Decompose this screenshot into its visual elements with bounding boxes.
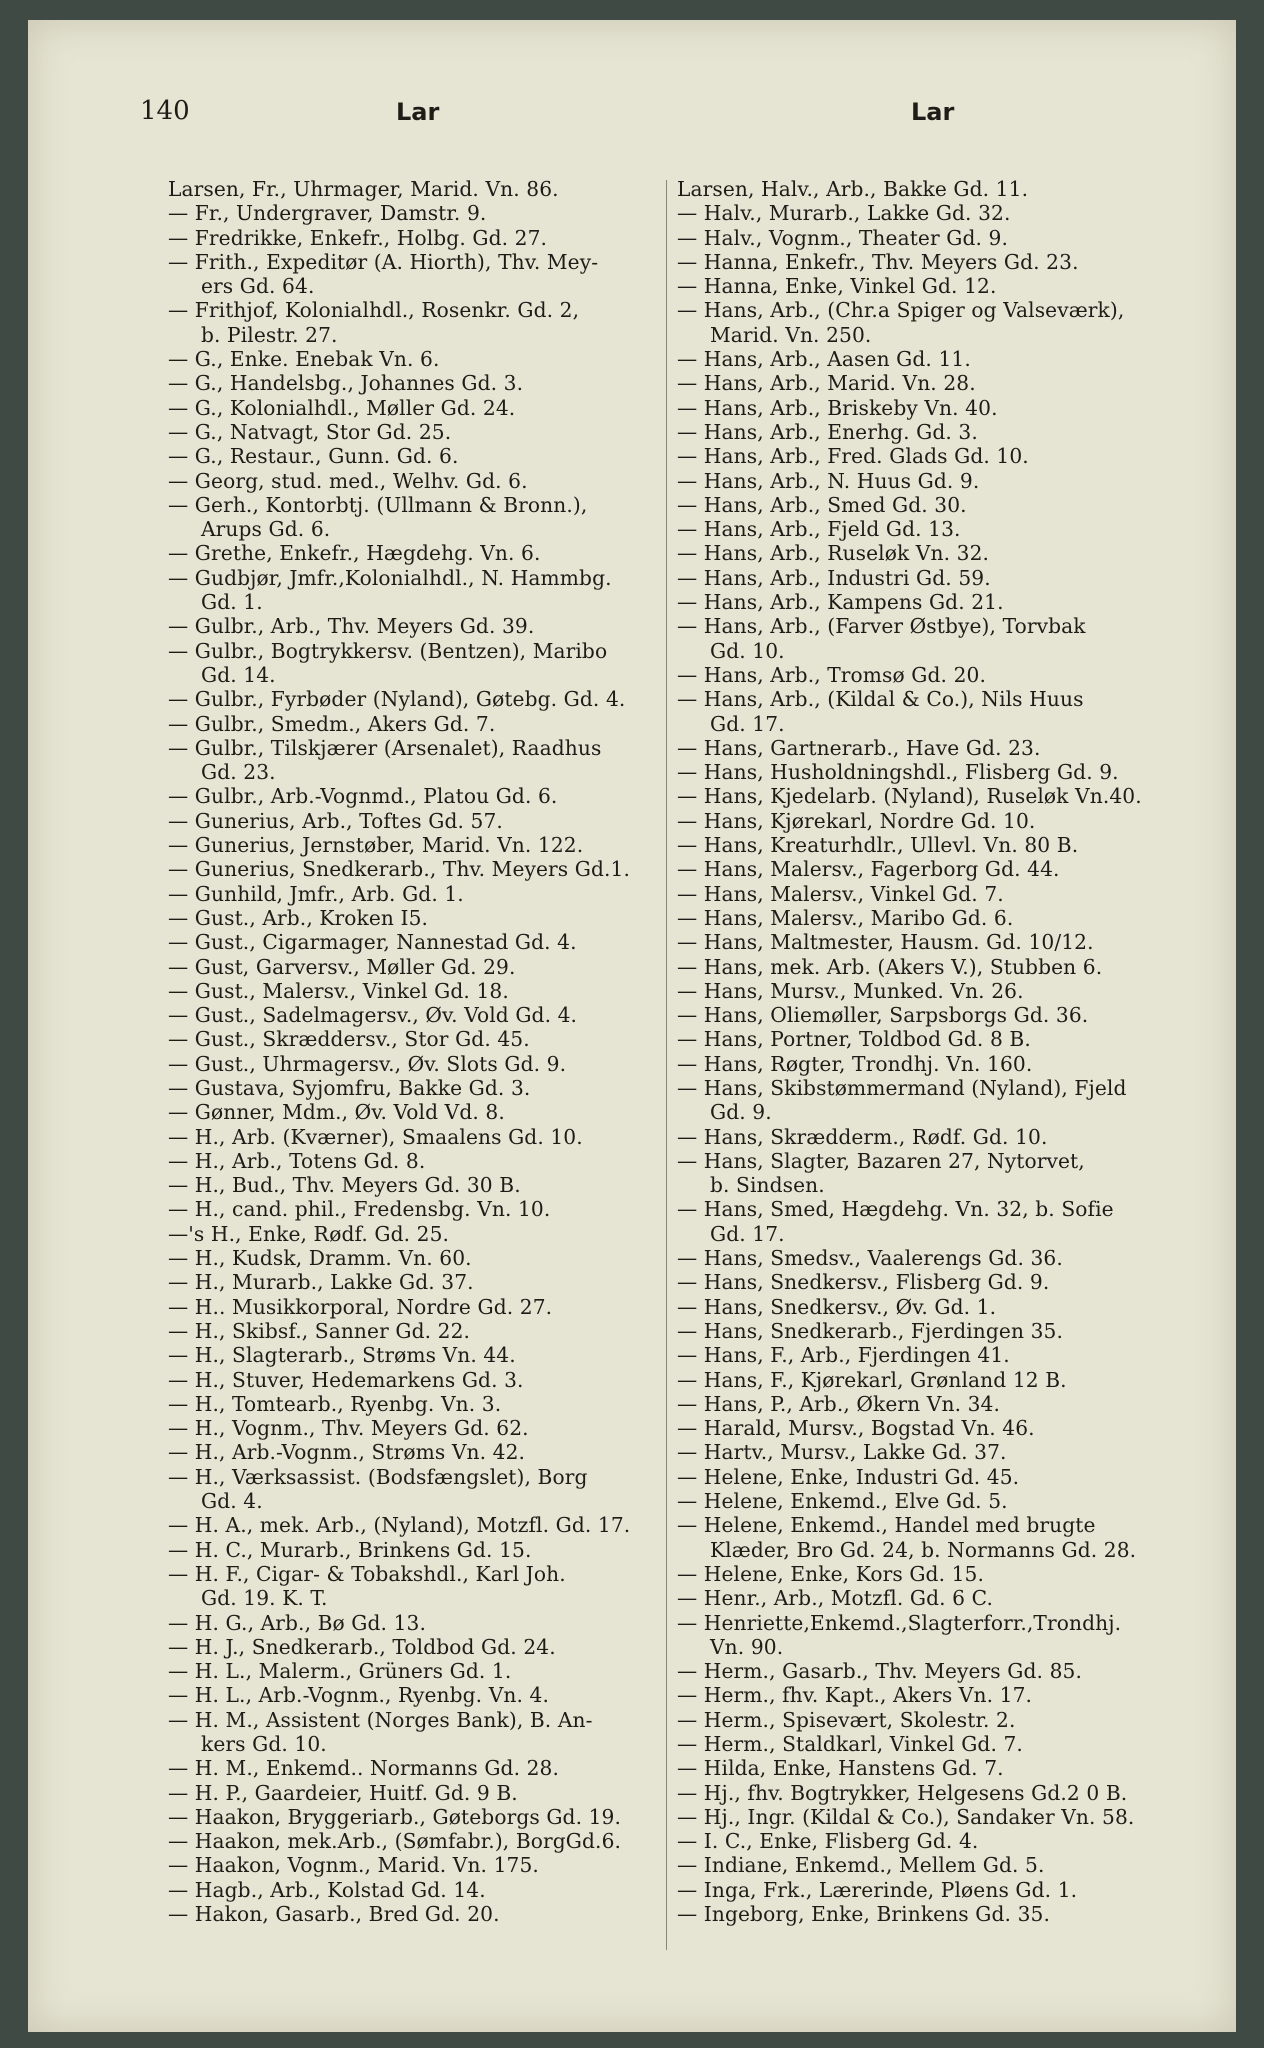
directory-line: — Hj., fhv. Bogtrykker, Helgesens Gd.2 0 B. <box>677 1780 1128 1805</box>
directory-line: — Hanna, Enke, Vinkel Gd. 12. <box>677 274 997 299</box>
directory-line: — Hans, Arb., Smed Gd. 30. <box>677 492 967 517</box>
right-column <box>677 177 1172 1926</box>
directory-line: — H. C., Murarb., Brinkens Gd. 15. <box>168 1537 532 1562</box>
directory-line: — Frith., Expeditør (A. Hiorth), Thv. Mey- <box>168 249 599 274</box>
directory-line: — Herm., Staldkarl, Vinkel Gd. 7. <box>677 1732 1023 1756</box>
directory-line: — Hans, Portner, Toldbod Gd. 8 B. <box>677 1027 1031 1052</box>
directory-line: — H., Arb., Totens Gd. 8. <box>168 1148 426 1173</box>
directory-line: — H. L., Arb.-Vognm., Ryenbg. Vn. 4. <box>168 1683 549 1708</box>
directory-line: — H., Skibsf., Sanner Gd. 22. <box>168 1318 471 1343</box>
directory-line: — Hans, P., Arb., Økern Vn. 34. <box>677 1391 1001 1416</box>
directory-line: — Hans, Arb., N. Huus Gd. 9. <box>677 468 980 493</box>
left-column <box>168 177 663 1926</box>
directory-line: — Halv., Vognm., Theater Gd. 9. <box>677 225 1008 250</box>
page-header <box>28 96 1236 136</box>
directory-line: — Hans, Arb., Kampens Gd. 21. <box>677 590 1004 615</box>
directory-line: b. Pilestr. 27. <box>201 322 338 347</box>
directory-line: — Herm., Gasarb., Thv. Meyers Gd. 85. <box>677 1659 1082 1684</box>
directory-line: — Hanna, Enkefr., Thv. Meyers Gd. 23. <box>677 249 1079 274</box>
directory-line: — Hilda, Enke, Hanstens Gd. 7. <box>677 1756 1004 1781</box>
directory-line: — Hans, Arb., (Chr.a Spiger og Valseværk), <box>677 298 1125 323</box>
directory-line: — G., Natvagt, Stor Gd. 25. <box>168 419 452 444</box>
directory-line: Gd. 1. <box>201 590 263 615</box>
directory-line: — Gulbr., Fyrbøder (Nyland), Gøtebg. Gd. 4. <box>168 687 626 712</box>
header-left-word: Lar <box>396 98 440 126</box>
directory-line: — Gudbjør, Jmfr.,Kolonialhdl., N. Hammbg. <box>168 565 612 590</box>
directory-line: — Hans, Arb., Enerhg. Gd. 3. <box>677 419 978 444</box>
directory-line: — Hans, Arb., Ruseløk Vn. 32. <box>677 541 990 566</box>
directory-line: — Frithjof, Kolonialhdl., Rosenkr. Gd. 2, <box>168 298 580 323</box>
directory-line: Vn. 90. <box>710 1634 784 1659</box>
directory-line: — Herm., fhv. Kapt., Akers Vn. 17. <box>677 1683 1033 1708</box>
directory-line: — Henriette,Enkemd.,Slagterforr.,Trondhj. <box>677 1610 1122 1635</box>
directory-line: — G., Handelsbg., Johannes Gd. 3. <box>168 371 524 396</box>
directory-line: — Gønner, Mdm., Øv. Vold Vd. 8. <box>168 1100 505 1125</box>
directory-line: — H., Stuver, Hedemarkens Gd. 3. <box>168 1367 524 1392</box>
directory-line: — Hans, Arb., (Farver Østbye), Torvbak <box>677 614 1086 639</box>
directory-line: — H. F., Cigar- & Tobakshdl., Karl Joh. <box>168 1561 566 1586</box>
directory-line: — Hartv., Mursv., Lakke Gd. 37. <box>677 1440 1007 1465</box>
directory-line: — Gustava, Syjomfru, Bakke Gd. 3. <box>168 1075 531 1100</box>
directory-line: kers Gd. 10. <box>201 1732 327 1756</box>
directory-line: — Hans, Slagter, Bazaren 27, Nytorvet, <box>677 1148 1085 1173</box>
directory-line: — Gust., Malersv., Vinkel Gd. 18. <box>168 978 509 1003</box>
directory-line: — Hans, Gartnerarb., Have Gd. 23. <box>677 735 1041 760</box>
directory-line: — Helene, Enkemd., Handel med brugte <box>677 1513 1096 1538</box>
header-right-word: Lar <box>911 98 955 126</box>
directory-line: — H. L., Malerm., Grüners Gd. 1. <box>168 1659 512 1684</box>
directory-line: — G., Kolonialhdl., Møller Gd. 24. <box>168 395 516 420</box>
directory-line: — Hans, Arb., Aasen Gd. 11. <box>677 347 971 372</box>
directory-line: Marid. Vn. 250. <box>710 322 872 347</box>
directory-line: — Gust., Cigarmager, Nannestad Gd. 4. <box>168 930 577 955</box>
directory-line: Larsen, Halv., Arb., Bakke Gd. 11. <box>677 177 1029 201</box>
directory-line: — Gulbr., Tilskjærer (Arsenalet), Raadhus <box>168 735 602 760</box>
directory-line: — Hans, F., Kjørekarl, Grønland 12 B. <box>677 1367 1067 1392</box>
directory-page <box>28 20 1236 2032</box>
directory-line: Gd. 17. <box>710 1221 785 1246</box>
directory-line: — Hans, Arb., Industri Gd. 59. <box>677 565 991 590</box>
directory-line: — H. M., Assistent (Norges Bank), B. An- <box>168 1707 593 1732</box>
directory-line: — Hans, Arb., Fred. Glads Gd. 10. <box>677 444 1029 469</box>
directory-line: — H., Murarb., Lakke Gd. 37. <box>168 1270 474 1295</box>
directory-line: Gd. 10. <box>710 638 785 663</box>
directory-line: — H., Tomtearb., Ryenbg. Vn. 3. <box>168 1391 502 1416</box>
directory-line: — Gulbr., Arb.-Vognmd., Platou Gd. 6. <box>168 784 558 809</box>
directory-line: — Fredrikke, Enkefr., Holbg. Gd. 27. <box>168 225 548 250</box>
directory-line: — Gunerius, Arb., Toftes Gd. 57. <box>168 808 503 833</box>
directory-line: — G., Enke. Enebak Vn. 6. <box>168 347 440 372</box>
directory-line: — Hans, Skibstømmermand (Nyland), Fjeld <box>677 1075 1127 1100</box>
directory-line: — Haakon, Vognm., Marid. Vn. 175. <box>168 1853 539 1878</box>
page-number: 140 <box>140 96 190 126</box>
directory-line: — Hans, Skrædderm., Rødf. Gd. 10. <box>677 1124 1048 1149</box>
directory-line: — H., Kudsk, Dramm. Vn. 60. <box>168 1246 472 1271</box>
directory-line: Gd. 23. <box>201 760 276 785</box>
directory-line: — Gust, Garversv., Møller Gd. 29. <box>168 954 516 979</box>
directory-line: — Hans, Arb., Fjeld Gd. 13. <box>677 517 961 542</box>
directory-line: — H. J., Snedkerarb., Toldbod Gd. 24. <box>168 1634 556 1659</box>
directory-line: — Hans, Oliemøller, Sarpsborgs Gd. 36. <box>677 1003 1089 1028</box>
directory-line: — H., Vognm., Thv. Meyers Gd. 62. <box>168 1416 529 1441</box>
directory-line: Arups Gd. 6. <box>201 517 331 542</box>
directory-line: — H., Bud., Thv. Meyers Gd. 30 B. <box>168 1173 521 1198</box>
directory-line: — Hagb., Arb., Kolstad Gd. 14. <box>168 1877 486 1902</box>
directory-line: — Hans, Snedkersv., Flisberg Gd. 9. <box>677 1270 1050 1295</box>
directory-line: — I. C., Enke, Flisberg Gd. 4. <box>677 1829 979 1854</box>
directory-line: — Hans, Kjørekarl, Nordre Gd. 10. <box>677 808 1036 833</box>
directory-line: Gd. 4. <box>201 1489 263 1514</box>
directory-line: Gd. 19. K. T. <box>201 1586 328 1611</box>
directory-line: — Gunhild, Jmfr., Arb. Gd. 1. <box>168 881 464 906</box>
directory-line: — H., Arb. (Kværner), Smaalens Gd. 10. <box>168 1124 583 1149</box>
directory-line: — Gerh., Kontorbtj. (Ullmann & Bronn.), <box>168 492 588 517</box>
directory-line: — Hans, mek. Arb. (Akers V.), Stubben 6. <box>677 954 1103 979</box>
directory-line: — Inga, Frk., Lærerinde, Pløens Gd. 1. <box>677 1877 1078 1902</box>
directory-line: — Hans, Arb., Tromsø Gd. 20. <box>677 662 986 687</box>
directory-line: — H. P., Gaardeier, Huitf. Gd. 9 B. <box>168 1780 518 1805</box>
directory-line: — Haakon, mek.Arb., (Sømfabr.), BorgGd.6. <box>168 1829 622 1854</box>
directory-line: — Hans, Malersv., Maribo Gd. 6. <box>677 905 1014 930</box>
directory-line: — Gulbr., Arb., Thv. Meyers Gd. 39. <box>168 614 535 639</box>
directory-line: — Herm., Spisevært, Skolestr. 2. <box>677 1707 1016 1732</box>
directory-line: —'s H., Enke, Rødf. Gd. 25. <box>168 1221 450 1246</box>
column-divider <box>666 180 667 1950</box>
directory-line: — Ingeborg, Enke, Brinkens Gd. 35. <box>677 1902 1050 1927</box>
directory-line: — Helene, Enke, Kors Gd. 15. <box>677 1561 985 1586</box>
directory-line: — H., Værksassist. (Bodsfængslet), Borg <box>168 1464 588 1489</box>
directory-line: Gd. 9. <box>710 1100 772 1125</box>
directory-line: — Helene, Enke, Industri Gd. 45. <box>677 1464 1020 1489</box>
directory-line: — Hans, Arb., Marid. Vn. 28. <box>677 371 976 396</box>
directory-line: — Gust., Sadelmagersv., Øv. Vold Gd. 4. <box>168 1003 578 1028</box>
directory-line: — Haakon, Bryggeriarb., Gøteborgs Gd. 19. <box>168 1804 622 1829</box>
directory-line: — Hans, Arb., Briskeby Vn. 40. <box>677 395 998 420</box>
directory-line: — G., Restaur., Gunn. Gd. 6. <box>168 444 459 469</box>
directory-line: — Fr., Undergraver, Damstr. 9. <box>168 201 487 226</box>
directory-line: — Hans, Husholdningshdl., Flisberg Gd. 9. <box>677 760 1119 785</box>
directory-line: — Gust., Arb., Kroken I5. <box>168 905 429 930</box>
directory-line: — Hans, Smedsv., Vaalerengs Gd. 36. <box>677 1246 1063 1271</box>
directory-line: — Halv., Murarb., Lakke Gd. 32. <box>677 201 1011 226</box>
directory-line: — Hans, Kjedelarb. (Nyland), Ruseløk Vn.40. <box>677 784 1142 809</box>
directory-line: — Hans, Røgter, Trondhj. Vn. 160. <box>677 1051 1033 1076</box>
directory-line: — H., Arb.-Vognm., Strøms Vn. 42. <box>168 1440 526 1465</box>
directory-line: — Grethe, Enkefr., Hægdehg. Vn. 6. <box>168 541 541 566</box>
directory-line: — Gust., Uhrmagersv., Øv. Slots Gd. 9. <box>168 1051 567 1076</box>
directory-line: — Indiane, Enkemd., Mellem Gd. 5. <box>677 1853 1045 1878</box>
directory-line: — Gunerius, Snedkerarb., Thv. Meyers Gd.1. <box>168 857 631 882</box>
directory-line: b. Sindsen. <box>710 1173 825 1198</box>
directory-line: — Hj., Ingr. (Kildal & Co.), Sandaker Vn. 58. <box>677 1804 1135 1829</box>
directory-line: — Hans, F., Arb., Fjerdingen 41. <box>677 1343 1010 1368</box>
directory-line: — Gulbr., Smedm., Akers Gd. 7. <box>168 711 496 736</box>
directory-line: — Hans, Smed, Hægdehg. Vn. 32, b. Sofie <box>677 1197 1114 1222</box>
directory-line: — H., cand. phil., Fredensbg. Vn. 10. <box>168 1197 551 1222</box>
directory-line: ers Gd. 64. <box>201 274 315 299</box>
directory-line: — Hans, Snedkerarb., Fjerdingen 35. <box>677 1318 1063 1343</box>
directory-line: — Georg, stud. med., Welhv. Gd. 6. <box>168 468 528 493</box>
directory-line: — Hans, Malersv., Vinkel Gd. 7. <box>677 881 1004 906</box>
directory-line: — Hans, Mursv., Munked. Vn. 26. <box>677 978 1024 1003</box>
directory-line: — Hans, Snedkersv., Øv. Gd. 1. <box>677 1294 997 1319</box>
directory-line: — H., Slagterarb., Strøms Vn. 44. <box>168 1343 516 1368</box>
directory-line: — Henr., Arb., Motzfl. Gd. 6 C. <box>677 1586 993 1611</box>
directory-line: — Gulbr., Bogtrykkersv. (Bentzen), Maribo <box>168 638 608 663</box>
directory-line: — Hans, Arb., (Kildal & Co.), Nils Huus <box>677 687 1084 712</box>
directory-line: — Gunerius, Jernstøber, Marid. Vn. 122. <box>168 833 584 858</box>
directory-line: Klæder, Bro Gd. 24, b. Normanns Gd. 28. <box>710 1537 1137 1562</box>
directory-line: Gd. 14. <box>201 662 276 687</box>
directory-line: — Hakon, Gasarb., Bred Gd. 20. <box>168 1902 500 1927</box>
directory-line: — Hans, Malersv., Fagerborg Gd. 44. <box>677 857 1060 882</box>
directory-line: — Hans, Maltmester, Hausm. Gd. 10/12. <box>677 930 1094 955</box>
directory-line: — Gust., Skræddersv., Stor Gd. 45. <box>168 1027 530 1052</box>
directory-line: — Helene, Enkemd., Elve Gd. 5. <box>677 1489 1008 1514</box>
directory-line: — Harald, Mursv., Bogstad Vn. 46. <box>677 1416 1035 1441</box>
directory-line: — H.. Musikkorporal, Nordre Gd. 27. <box>168 1294 553 1319</box>
directory-line: — Hans, Kreaturhdlr., Ullevl. Vn. 80 B. <box>677 833 1079 858</box>
directory-line: — H. M., Enkemd.. Normanns Gd. 28. <box>168 1756 560 1781</box>
directory-line: Gd. 17. <box>710 711 785 736</box>
directory-line: — H. A., mek. Arb., (Nyland), Motzfl. Gd. 17. <box>168 1513 631 1538</box>
directory-line: — H. G., Arb., Bø Gd. 13. <box>168 1610 426 1635</box>
directory-line: Larsen, Fr., Uhrmager, Marid. Vn. 86. <box>168 177 559 201</box>
